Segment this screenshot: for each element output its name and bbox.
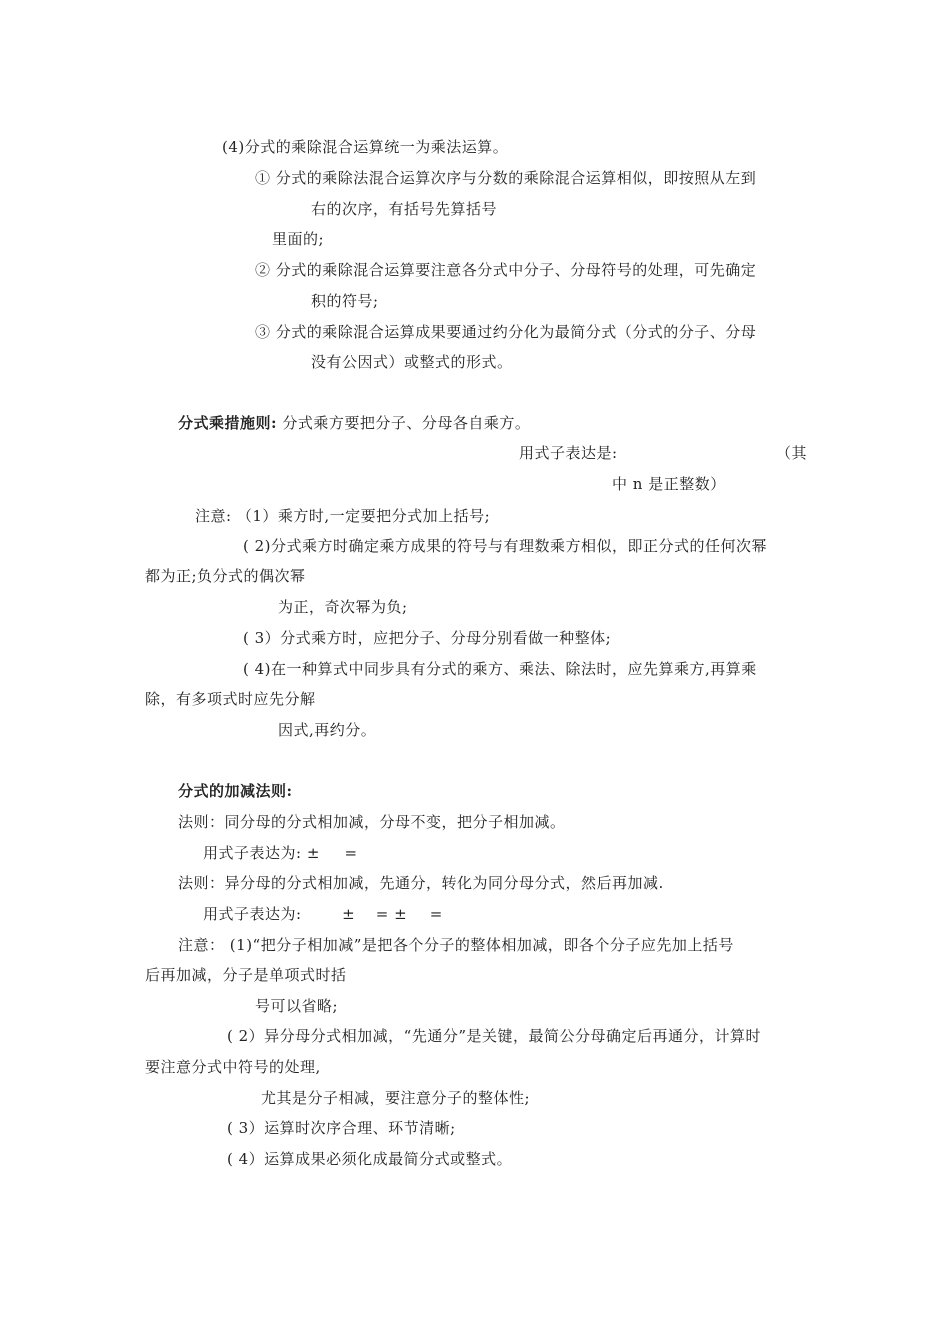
addsub-expr2-equals-1: = <box>375 905 389 923</box>
addsub-expr1 <box>203 843 358 863</box>
section4-heading: (4)分式的乘除混合运算统一为乘法运算。 <box>222 138 509 156</box>
section4-item2-line2: 积的符号; <box>311 292 379 310</box>
power-note2-line1: ( 2)分式乘方时确定乘方成果的符号与有理数乘方相似，即正分式的任何次幂 <box>243 537 768 555</box>
addsub-expr2-equals-2: = <box>429 905 443 923</box>
power-note2-line3: 为正，奇次幂为负; <box>278 598 408 616</box>
section4-item2-line1: ② 分式的乘除混合运算要注意各分式中分子、分母符号的处理，可先确定 <box>255 261 757 279</box>
addsub-rule1: 法则：同分母的分式相加减，分母不变，把分子相加减。 <box>178 813 566 831</box>
addsub-note3: ( 3）运算时次序合理、环节清晰; <box>227 1119 456 1137</box>
power-note2-line2: 都为正;负分式的偶次幂 <box>145 567 306 585</box>
section4-item3-line2: 没有公因式）或整式的形式。 <box>311 353 513 371</box>
addsub-note1-line3: 号可以省略; <box>255 997 339 1015</box>
power-formula-note-a: （其 <box>776 444 808 462</box>
power-formula-label: 用式子表达是: <box>519 444 618 462</box>
power-rule-line <box>178 413 530 433</box>
addsub-note4: ( 4）运算成果必须化成最简分式或整式。 <box>227 1150 513 1168</box>
addsub-expr2-plus-minus-2: ± <box>394 905 408 923</box>
power-note-label: 注意: <box>195 507 232 525</box>
addsub-title: 分式的加减法则: <box>178 782 293 800</box>
power-formula-note-b: 中 n 是正整数） <box>612 475 726 493</box>
power-note-1: （1）乘方时,一定要把分式加上括号; <box>236 507 491 525</box>
addsub-note2-line3: 尤其是分子相减，要注意分子的整体性; <box>261 1089 531 1107</box>
power-note4-line1: ( 4)在一种算式中同步具有分式的乘方、乘法、除法时，应先算乘方,再算乘 <box>243 660 757 678</box>
section4-item3-line1: ③ 分式的乘除混合运算成果要通过约分化为最简分式（分式的分子、分母 <box>255 323 757 341</box>
addsub-rule2: 法则：异分母的分式相加减，先通分，转化为同分母分式，然后再加减. <box>178 874 664 892</box>
section4-item1-line2: 右的次序，有括号先算括号 <box>311 200 498 218</box>
addsub-expr2 <box>203 904 443 924</box>
addsub-note1-line1 <box>178 935 734 955</box>
power-rule-title: 分式乘措施则: <box>178 414 278 432</box>
addsub-expr1-equals: = <box>344 844 358 862</box>
power-note4-line2: 除，有多项式时应先分解 <box>145 690 316 708</box>
power-note-line1 <box>195 506 490 526</box>
section4-item1-line3: 里面的; <box>272 230 325 248</box>
addsub-note1-line2: 后再加减，分子是单项式时括 <box>145 966 347 984</box>
addsub-expr1-label: 用式子表达为: <box>203 844 302 862</box>
power-note4-line3: 因式,再约分。 <box>278 721 377 739</box>
addsub-note-label: 注意： <box>178 936 225 954</box>
addsub-note2-line2: 要注意分式中符号的处理, <box>145 1058 321 1076</box>
addsub-expr2-label: 用式子表达为: <box>203 905 302 923</box>
addsub-expr2-plus-minus-1: ± <box>342 905 356 923</box>
section4-item1-line1: ① 分式的乘除法混合运算次序与分数的乘除混合运算相似，即按照从左到 <box>255 169 757 187</box>
addsub-note1-text: (1)“把分子相加减”是把各个分子的整体相加减，即各个分子应先加上括号 <box>229 936 734 954</box>
power-rule-text: 分式乘方要把分子、分母各自乘方。 <box>282 414 531 432</box>
power-note3: ( 3）分式乘方时，应把分子、分母分别看做一种整体; <box>243 629 612 647</box>
addsub-expr1-plus-minus: ± <box>306 844 320 862</box>
addsub-note2-line1: ( 2）异分母分式相加减，“先通分”是关键，最简公分母确定后再通分，计算时 <box>227 1027 762 1045</box>
